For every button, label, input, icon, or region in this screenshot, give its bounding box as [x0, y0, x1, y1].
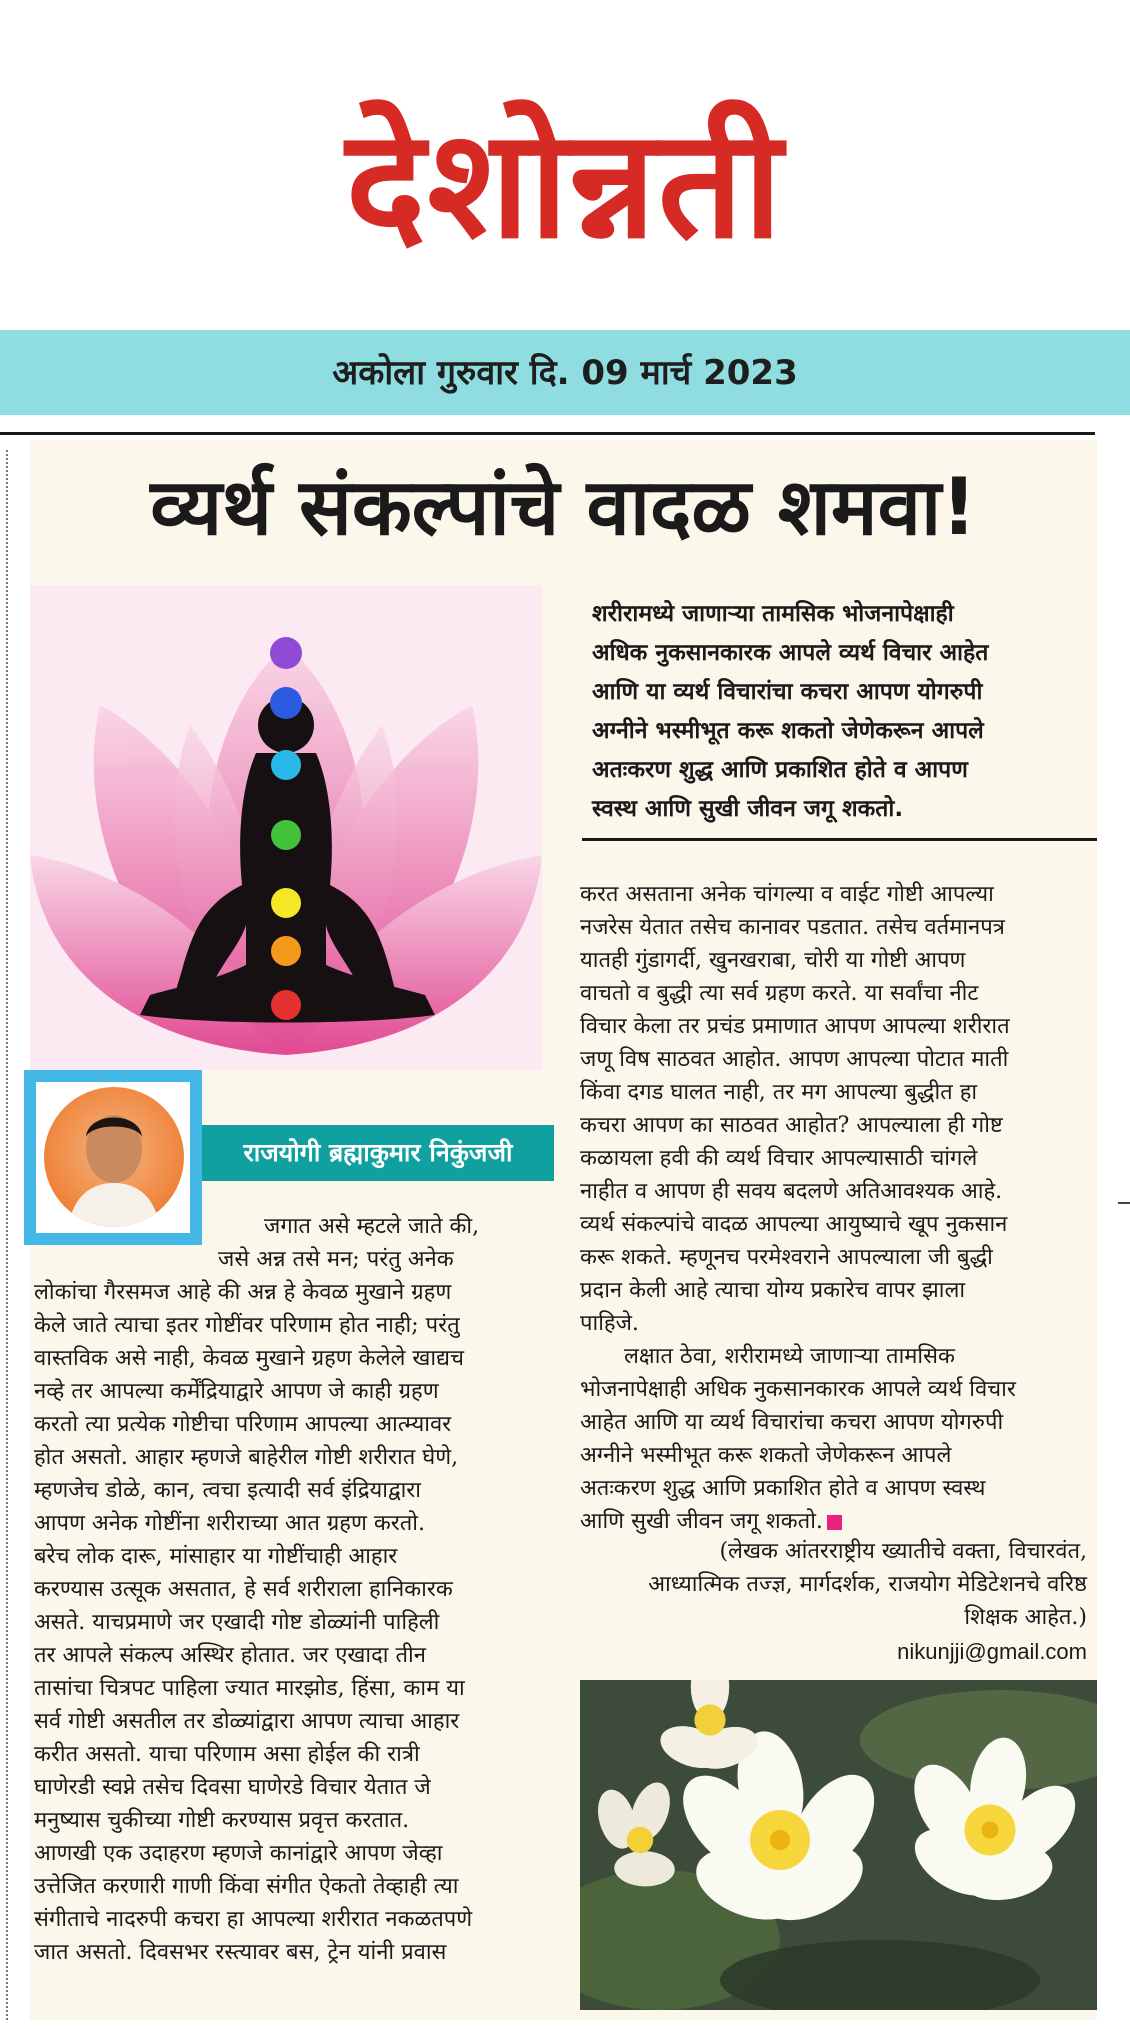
- text-line: लोकांचा गैरसमज आहे की अन्न हे केवळ मुखाने ग्रहण: [34, 1280, 452, 1305]
- text-line: कळायला हवी की व्यर्थ विचार आपल्यासाठी चांगले: [580, 1146, 978, 1171]
- text-line: आपण अनेक गोष्टींना शरीराच्या आत ग्रहण करतो.: [34, 1511, 425, 1536]
- margin-tick: [1118, 1202, 1130, 1204]
- text-line: असते. याचप्रमाणे जर एखादी गोष्ट डोळ्यांनी पाहिली: [34, 1610, 440, 1635]
- chakra-meditation-image: [30, 585, 542, 1070]
- top-rule: [0, 432, 1095, 435]
- text-line: जगात असे म्हटले जाते की,: [264, 1214, 480, 1239]
- text-line: किंवा दगड घालत नाही, तर मग आपल्या बुद्धीत हा: [580, 1080, 978, 1105]
- text-line: [580, 1505, 1097, 1538]
- text-line: आहेत आणि या व्यर्थ विचारांचा कचरा आपण योगरुपी: [580, 1410, 1004, 1435]
- text-line: करीत असतो. याचा परिणाम असा होईल की रात्री: [34, 1742, 420, 1767]
- text-line: व्यर्थ संकल्पांचे वादळ आपल्या आयुष्याचे खूप नुकसान: [580, 1212, 1008, 1237]
- author-byline: [580, 1535, 1087, 1634]
- text-line: बरेच लोक दारू, मांसाहार या गोष्टींचाही आहार: [34, 1544, 398, 1569]
- text-line: लक्षात ठेवा, शरीरामध्ये जाणाऱ्या तामसिक: [624, 1344, 955, 1369]
- byline-line: आध्यात्मिक तज्ज्ञ, मार्गदर्शक, राजयोग मेडिटेशनचे वरिष्ठ: [648, 1572, 1087, 1597]
- byline-line: (लेखक आंतरराष्ट्रीय ख्यातीचे वक्ता, विचारवंत,: [719, 1539, 1087, 1564]
- text-line: करतो त्या प्रत्येक गोष्टीचा परिणाम आपल्या आत्म्यावर: [34, 1412, 452, 1437]
- summary-rule: [582, 838, 1097, 841]
- text-line: पाहिजे.: [580, 1311, 639, 1336]
- column-divider: [6, 450, 8, 2020]
- summary-line: शरीरामध्ये जाणाऱ्या तामसिक भोजनापेक्षाही: [592, 601, 954, 627]
- text-line: करू शकते. म्हणूनच परमेश्वराने आपल्याला जी बुद्धी: [580, 1245, 993, 1270]
- text-line: वाचतो व बुद्धी त्या सर्व ग्रहण करते. या सर्वांचा नीट: [580, 981, 979, 1006]
- summary-line: आणि या व्यर्थ विचारांचा कचरा आपण योगरुपी: [592, 679, 983, 705]
- text-line: होत असतो. आहार म्हणजे बाहेरील गोष्टी शरीरात घेणे,: [34, 1445, 459, 1470]
- text-line: करण्यास उत्सूक असतात, हे सर्व शरीराला हानिकारक: [34, 1577, 453, 1602]
- text-line: घाणेरडी स्वप्ने तसेच दिवसा घाणेरडे विचार येतात जे: [34, 1775, 431, 1800]
- dateline: अकोला गुरुवार दि. 09 मार्च 2023: [332, 353, 798, 393]
- text-line: जणू विष साठवत आहोत. आपण आपल्या पोटात माती: [580, 1047, 1009, 1072]
- right-column-text: [580, 878, 1097, 1538]
- newspaper-logo: देशोन्नती: [345, 98, 785, 272]
- summary-line: स्वस्थ आणि सुखी जीवन जगू शकतो.: [592, 796, 904, 822]
- frangipani-flower-image: [580, 1680, 1097, 2010]
- summary-line: अतःकरण शुद्ध आणि प्रकाशित होते व आपण: [592, 757, 968, 783]
- text-line: जसे अन्न तसे मन; परंतु अनेक: [218, 1247, 454, 1272]
- text-line: करत असताना अनेक चांगल्या व वाईट गोष्टी आपल्या: [580, 882, 994, 907]
- text-line: अतःकरण शुद्ध आणि प्रकाशित होते व आपण स्वस्थ: [580, 1476, 986, 1501]
- text-line: नजरेस येतात तसेच कानावर पडतात. तसेच वर्तमानपत्र: [580, 915, 1005, 940]
- text-line: संगीताचे नादरुपी कचरा हा आपल्या शरीरात नकळतपणे: [34, 1907, 473, 1932]
- text-line: म्हणजेच डोळे, कान, त्वचा इत्यादी सर्व इंद्रियाद्वारा: [34, 1478, 422, 1503]
- text-line: वास्तविक असे नाही, केवळ मुखाने ग्रहण केलेले खाद्यच: [34, 1346, 464, 1371]
- left-intro: [218, 1210, 548, 1276]
- text-line: कचरा आपण का साठवत आहोत? आपल्याला ही गोष्ट: [580, 1113, 1003, 1138]
- text-line: उत्तेजित करणारी गाणी किंवा संगीत ऐकतो तेव्हाही त्या: [34, 1874, 459, 1899]
- text-line: तासांचा चित्रपट पाहिला ज्यात मारझोड, हिंसा, काम या: [34, 1676, 465, 1701]
- text-line: आणखी एक उदाहरण म्हणजे कानांद्वारे आपण जेव्हा: [34, 1841, 443, 1866]
- text-line-end: आणि सुखी जीवन जगू शकतो.: [580, 1509, 823, 1534]
- text-line: जात असतो. दिवसभर रस्त्यावर बस, ट्रेन यांनी प्रवास: [34, 1940, 447, 1965]
- author-portrait: [44, 1087, 184, 1227]
- byline-line: शिक्षक आहेत.): [964, 1605, 1087, 1630]
- author-photo: [44, 1087, 184, 1227]
- text-line: मनुष्यास चुकीच्या गोष्टी करण्यास प्रवृत्त करतात.: [34, 1808, 410, 1833]
- end-mark: [827, 1515, 842, 1530]
- summary-line: अधिक नुकसानकारक आपले व्यर्थ विचार आहेत: [592, 640, 989, 666]
- lotus-meditation-illustration: [30, 585, 542, 1070]
- flowers-illustration: [580, 1680, 1097, 2010]
- summary-line: अग्नीने भस्मीभूत करू शकतो जेणेकरून आपले: [592, 718, 984, 744]
- text-line: सर्व गोष्टी असतील तर डोळ्यांद्वारा आपण त्याचा आहार: [34, 1709, 460, 1734]
- text-line: नाहीत व आपण ही सवय बदलणे अतिआवश्यक आहे.: [580, 1179, 1003, 1204]
- text-line: प्रदान केली आहे त्याचा योग्य प्रकारेच वापर झाला: [580, 1278, 966, 1303]
- text-line: भोजनापेक्षाही अधिक नुकसानकारक आपले व्यर्थ विचार: [580, 1377, 1016, 1402]
- headline: व्यर्थ संकल्पांचे वादळ शमवा!: [150, 463, 977, 553]
- text-line: केले जाते त्याचा इतर गोष्टींवर परिणाम होत नाही; परंतु: [34, 1313, 460, 1338]
- text-line: तर आपले संकल्प अस्थिर होतात. जर एखादा तीन: [34, 1643, 426, 1668]
- text-line: अग्नीने भस्मीभूत करू शकतो जेणेकरून आपले: [580, 1443, 952, 1468]
- summary-quote: [592, 595, 1097, 829]
- text-line: नव्हे तर आपल्या कर्मेंद्रियाद्वारे आपण जे काही ग्रहण: [34, 1379, 439, 1404]
- text-line: विचार केला तर प्रचंड प्रमाणात आपण आपल्या शरीरात: [580, 1014, 1010, 1039]
- author-name: राजयोगी ब्रह्माकुमार निकुंजजी: [243, 1138, 513, 1167]
- left-column-text: [34, 1276, 544, 1969]
- text-line: यातही गुंडागर्दी, खुनखराबा, चोरी या गोष्टी आपण: [580, 948, 966, 973]
- author-email: nikunjji@gmail.com: [897, 1639, 1087, 1664]
